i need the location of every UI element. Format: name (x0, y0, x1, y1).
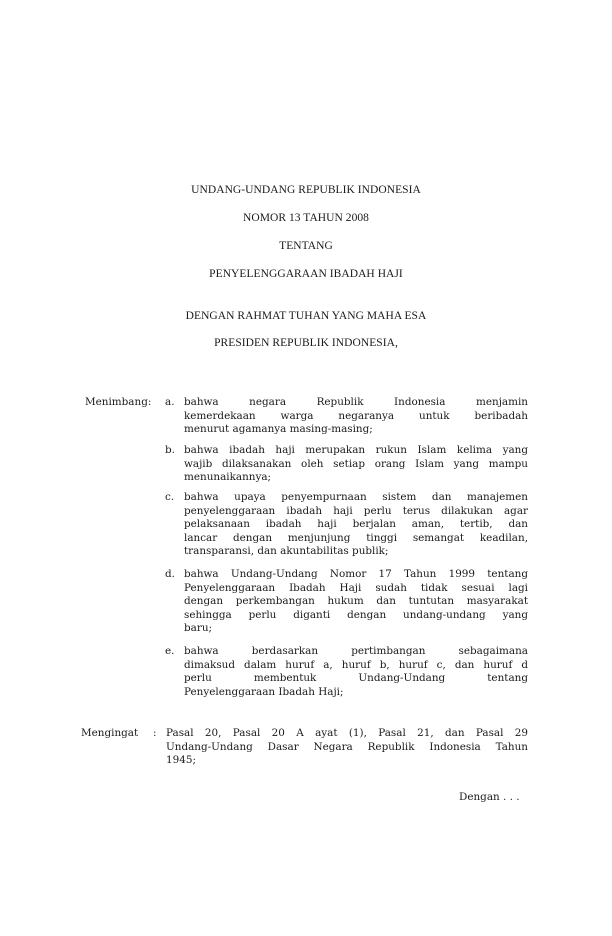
mengingat-colon: : (153, 727, 157, 739)
about-label: TENTANG (279, 240, 333, 252)
page-continuation: Dengan . . . (459, 791, 520, 803)
item-line: menunaikannya; (184, 471, 272, 483)
item-line: pelaksanaan ibadah haji berjalan aman, tertib, dan (184, 518, 528, 530)
item-line: penyelenggaraan ibadah haji perlu terus dilakukan agar (184, 504, 528, 517)
item-letter: e. (165, 645, 175, 657)
law-title: UNDANG-UNDANG REPUBLIK INDONESIA (191, 184, 421, 196)
item-letter: b. (165, 444, 175, 456)
item-line: dimaksud dalam huruf a, huruf b, huruf c, dan huruf d (184, 658, 528, 671)
mengingat-line: Undang-Undang Dasar Negara Republik Indonesia Tahun (166, 740, 528, 753)
item-text (184, 396, 528, 437)
item-line: bahwa berdasarkan pertimbangan sebagaimana (184, 645, 528, 657)
item-line: menurut agamanya masing-masing; (184, 423, 373, 435)
mengingat-text (166, 727, 528, 768)
item-line: sehingga perlu diganti dengan undang-undang yang (184, 608, 528, 621)
item-letter: a. (165, 396, 175, 408)
item-line: dengan perkembangan hukum dan tuntutan masyarakat (184, 595, 528, 607)
item-text (184, 491, 528, 559)
preamble-blessing: DENGAN RAHMAT TUHAN YANG MAHA ESA (185, 310, 427, 322)
item-line: bahwa ibadah haji merupakan rukun Islam kelima yang (184, 444, 528, 456)
item-line: Penyelenggaraan Ibadah Haji sudah tidak sesuai lagi (184, 581, 528, 594)
item-line: wajib dilaksanakan oleh setiap orang Islam yang mampu (184, 457, 528, 470)
item-line: perlu membentuk Undang-Undang tentang (184, 672, 528, 684)
item-line: lancar dengan menjunjung tinggi semangat keadilan, (184, 531, 528, 544)
item-letter: c. (165, 491, 175, 503)
item-text (184, 444, 528, 485)
item-text (184, 645, 528, 699)
item-letter: d. (165, 568, 175, 580)
menimbang-label: Menimbang: (85, 396, 152, 408)
item-line: bahwa Undang-Undang Nomor 17 Tahun 1999 tentang (184, 568, 528, 580)
item-line: transparansi, dan akuntabilitas publik; (184, 545, 389, 557)
item-line: baru; (184, 622, 213, 634)
item-line: bahwa negara Republik Indonesia menjamin (184, 396, 528, 408)
item-line: kemerdekaan warga negaranya untuk beribadah (184, 409, 528, 422)
item-text (184, 568, 528, 636)
mengingat-line: Pasal 20, Pasal 20 A ayat (1), Pasal 21, dan Pasal 29 (166, 727, 528, 739)
item-line: Penyelenggaraan Ibadah Haji; (184, 685, 344, 698)
mengingat-line: 1945; (166, 754, 196, 766)
law-subject: PENYELENGGARAAN IBADAH HAJI (209, 268, 403, 280)
law-number: NOMOR 13 TAHUN 2008 (242, 212, 369, 224)
mengingat-label: Mengingat (81, 727, 139, 739)
item-line: bahwa upaya penyempurnaan sistem dan manajemen (184, 491, 528, 503)
president-line: PRESIDEN REPUBLIK INDONESIA, (214, 337, 398, 349)
